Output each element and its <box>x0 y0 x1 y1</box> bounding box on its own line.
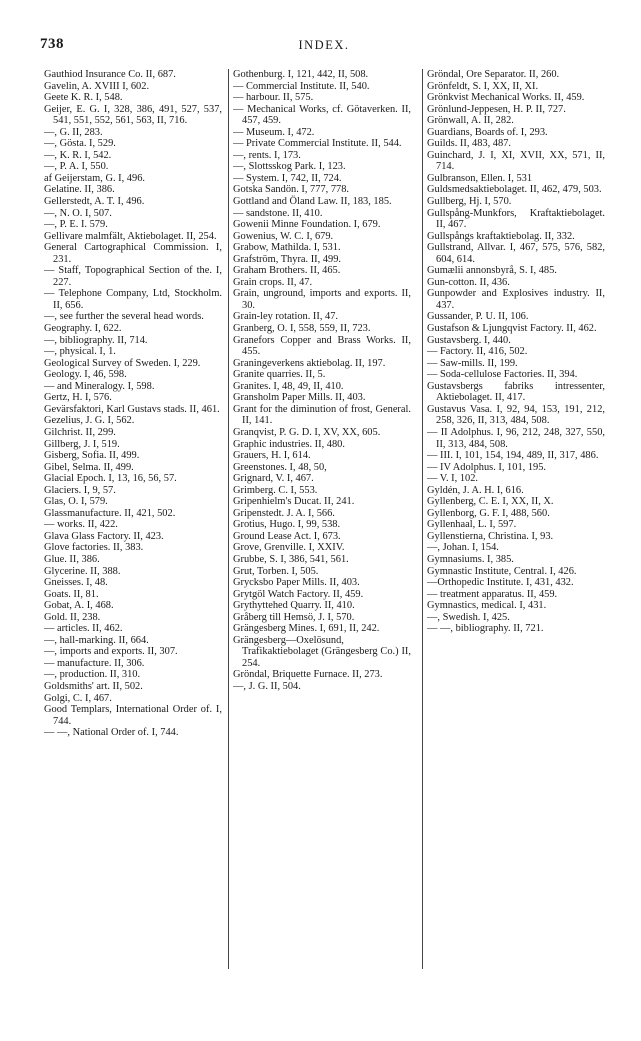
index-entry: Grauers, H. I, 614. <box>233 450 311 462</box>
index-entry: Gymnasiums. I, 385. <box>427 553 514 565</box>
index-entry: Glove factories. II, 383. <box>44 542 144 554</box>
index-column-3 <box>427 69 605 1029</box>
index-entry: — sandstone. II, 410. <box>233 207 323 219</box>
index-entry: Gotska Sandön. I, 777, 778. <box>233 184 350 196</box>
index-entry: Gyllenstierna, Christina. I, 93. <box>427 530 554 542</box>
index-entry: Geijer, E. G. I, 328, 386, 491, 527, 537, 541, 551, 552, 561, 563, II, 716. <box>44 103 222 127</box>
index-entry: Gransholm Paper Mills. II, 403. <box>233 392 366 404</box>
index-entry: —, Gösta. I, 529. <box>44 138 116 150</box>
index-entry: —, P. A. I, 550. <box>44 161 109 173</box>
index-entry: Golgi, C. I, 467. <box>44 692 112 704</box>
index-entry: Grönwall, A. II, 282. <box>427 115 514 127</box>
index-entry: — IV Adolphus. I, 101, 195. <box>427 461 547 473</box>
index-entry: — articles. II, 462. <box>44 623 123 635</box>
index-column-2 <box>233 69 411 1029</box>
index-entry: Grycksbo Paper Mills. II, 403. <box>233 577 360 589</box>
index-entry: Grängesberg Mines. I, 691, II, 242. <box>233 623 380 635</box>
index-entry: — Commercial Institute. II, 540. <box>233 80 370 92</box>
index-entry: Guilds. II, 483, 487. <box>427 138 511 150</box>
index-entry: —, imports and exports. II, 307. <box>44 646 178 658</box>
index-entry: Gumælii annonsbyrå, S. I, 485. <box>427 265 557 277</box>
index-entry: Gowenius, W. C. I, 679. <box>233 230 334 242</box>
index-entry: Grönlund-Jeppesen, H. P. II, 727. <box>427 103 566 115</box>
index-entry: — and Mineralogy. I, 598. <box>44 380 155 392</box>
index-entry: Granqvist, P. G. D. I, XV, XX, 605. <box>233 426 381 438</box>
index-entry: Gråberg till Hemsö, J. I, 570. <box>233 611 355 623</box>
index-entry: Gustavsberg. I, 440. <box>427 334 511 346</box>
index-entry: Gustavsbergs fabriks intressenter, Aktiebolaget. II, 417. <box>427 380 605 404</box>
index-entry: — —, bibliography. II, 721. <box>427 623 544 635</box>
index-entry: Grain, unground, imports and exports. II, 30. <box>233 288 411 311</box>
index-entry: —, physical. I, 1. <box>44 346 116 358</box>
index-entry: Goats. II, 81. <box>44 588 99 600</box>
index-entry: Gobat, A. I, 468. <box>44 600 114 612</box>
index-entry: Gibel, Selma. II, 499. <box>44 461 134 473</box>
index-entry: — works. II, 422. <box>44 519 118 531</box>
index-entry: Gustavus Vasa. I, 92, 94, 153, 191, 212, 258, 326, II, 313, 484, 508. <box>427 403 605 427</box>
index-entry: —, bibliography. II, 714. <box>44 334 148 346</box>
index-entry: Grönkvist Mechanical Works. II, 459. <box>427 92 585 104</box>
index-entry: — harbour. II, 575. <box>233 92 314 104</box>
index-entry: — Museum. I, 472. <box>233 126 315 138</box>
index-entry: Grubbe, S. I, 386, 541, 561. <box>233 553 349 565</box>
index-entry: Gullspångs kraftaktiebolag. II, 332. <box>427 230 575 242</box>
index-entry: Greenstones. I, 48, 50, <box>233 461 327 473</box>
index-entry: Granberg, O. I, 558, 559, II, 723. <box>233 323 371 335</box>
index-entry: Goldsmiths' art. II, 502. <box>44 680 143 692</box>
index-entry: —, hall-marking. II, 664. <box>44 634 149 646</box>
index-entry: Gertz, H. I, 576. <box>44 392 112 404</box>
index-entry: Grabow, Mathilda. I, 531. <box>233 242 341 254</box>
index-entry: Gowenii Minne Foundation. I, 679. <box>233 219 381 231</box>
index-entry: Gullstrand, Allvar. I, 467, 575, 576, 582, 604, 614. <box>427 242 605 265</box>
index-entry: Gulbranson, Ellen. I, 531 <box>427 172 533 184</box>
index-entry: — Telephone Company, Ltd, Stockholm. II, 656. <box>44 288 222 311</box>
index-entry: — Soda-cellulose Factories. II, 394. <box>427 369 578 381</box>
index-entry: Gisberg, Sofia. II, 499. <box>44 450 140 462</box>
index-entry: Granefors Copper and Brass Works. II, 455. <box>233 334 411 358</box>
index-entry: — System. I, 742, II, 724. <box>233 172 342 184</box>
index-column-1 <box>44 69 222 1029</box>
index-entry: Grängesberg—Oxelösund, Trafikaktiebolaget (Grängesberg Co.) II, 254. <box>233 634 411 669</box>
index-entry: Glassmanufacture. II, 421, 502. <box>44 507 176 519</box>
index-entry: Graningeverkens aktiebolag. II, 197. <box>233 357 386 369</box>
index-entry: — —, National Order of. I, 744. <box>44 727 179 739</box>
index-entry: Gullspång-Munkfors, Kraftaktiebolaget. II, 467. <box>427 207 605 231</box>
index-entry: Gripenhielm's Ducat. II, 241. <box>233 496 355 508</box>
index-entry: General Cartographical Commission. I, 231. <box>44 242 222 265</box>
index-entry: Granites. I, 48, 49, II, 410. <box>233 380 344 392</box>
page-number: 738 <box>40 36 64 52</box>
index-entry: Gneisses. I, 48. <box>44 577 108 589</box>
index-entry: —Orthopedic Institute. I, 431, 432. <box>427 577 574 589</box>
index-entry: Gellivare malmfält, Aktiebolaget. II, 254. <box>44 230 217 242</box>
index-entry: Gyllenhaal, L. I, 597. <box>427 519 517 531</box>
index-entry: Gothenburg. I, 121, 442, II, 508. <box>233 69 369 80</box>
index-entry: Gezelius, J. G. I, 562. <box>44 415 135 427</box>
index-entry: —, Slottsskog Park. I, 123. <box>233 161 346 173</box>
index-entry: — Saw-mills. II, 199. <box>427 357 518 369</box>
index-entry: —, N. O. I, 507. <box>44 207 112 219</box>
index-entry: Geological Survey of Sweden. I, 229. <box>44 357 201 369</box>
index-entry: Glacial Epoch. I, 13, 16, 56, 57. <box>44 473 177 485</box>
index-entry: Geography. I, 622. <box>44 323 122 335</box>
index-entry: Gyldén, J. A. H. I, 616. <box>427 484 524 496</box>
index-entry: Gelatine. II, 386. <box>44 184 115 196</box>
index-entry: Graham Brothers. II, 465. <box>233 265 341 277</box>
index-entry: Grain crops. II, 47. <box>233 276 313 288</box>
index-entry: —, see further the several head words. <box>44 311 204 323</box>
index-entry: af Geijerstam, G. I, 496. <box>44 172 145 184</box>
index-entry: — Factory. II, 416, 502. <box>427 346 528 358</box>
index-entry: Gauthiod Insurance Co. II, 687. <box>44 69 176 80</box>
index-entry: —, Swedish. I, 425. <box>427 611 510 623</box>
index-entry: Gottland and Öland Law. II, 183, 185. <box>233 196 392 208</box>
index-entry: —, J. G. II, 504. <box>233 680 301 692</box>
index-entry: Grafström, Thyra. II, 499. <box>233 253 342 265</box>
index-entry: Gunpowder and Explosives industry. II, 437. <box>427 288 605 311</box>
index-entry: Gellerstedt, A. T. I, 496. <box>44 196 145 208</box>
index-entry: —, production. II, 310. <box>44 669 141 681</box>
index-entry: Gymnastics, medical. I, 431. <box>427 600 547 612</box>
index-entry: Gyllenborg, G. F. I, 488, 560. <box>427 507 550 519</box>
index-entry: Gymnastic Institute, Central. I, 426. <box>427 565 577 577</box>
index-entry: Grythyttehed Quarry. II, 410. <box>233 600 355 612</box>
index-entry: Glava Glass Factory. II, 423. <box>44 530 164 542</box>
index-entry: Grönfeldt, S. I, XX, II, XI. <box>427 80 539 92</box>
index-entry: Gussander, P. U. II, 106. <box>427 311 529 323</box>
index-entry: Gyllenberg, C. E. I, XX, II, X. <box>427 496 554 508</box>
index-entry: —, K. R. I, 542. <box>44 149 112 161</box>
index-entry: Gillberg, J. I, 519. <box>44 438 120 450</box>
index-entry: — Mechanical Works, cf. Götaverken. II, 457, 459. <box>233 103 411 127</box>
index-entry: Grant for the diminution of frost, General. II, 141. <box>233 403 411 427</box>
index-entry: Gröndal, Briquette Furnace. II, 273. <box>233 669 383 681</box>
index-entry: Graphic industries. II, 480. <box>233 438 345 450</box>
index-entry: Grimberg. C. I, 553. <box>233 484 318 496</box>
index-entry: Grotius, Hugo. I, 99, 538. <box>233 519 341 531</box>
index-entry: Guldsmedsaktiebolaget. II, 462, 479, 503. <box>427 184 602 196</box>
index-entry: Gavelin, A. XVIII I, 602. <box>44 80 150 92</box>
index-entry: Good Templars, International Order of. I, 744. <box>44 704 222 727</box>
index-entry: Gun-cotton. II, 436. <box>427 276 510 288</box>
index-entry: Geete K. R. I, 548. <box>44 92 123 104</box>
index-entry: Granite quarries. II, 5. <box>233 369 326 381</box>
index-entry: Gilchrist. II, 299. <box>44 426 116 438</box>
index-entry: — II Adolphus. I, 96, 212, 248, 327, 550, II, 313, 484, 508. <box>427 426 605 450</box>
index-entry: Grain-ley rotation. II, 47. <box>233 311 339 323</box>
index-entry: Gustafson & Ljungqvist Factory. II, 462. <box>427 323 597 335</box>
index-entry: —, P. E. I. 579. <box>44 219 108 231</box>
index-entry: — Staff, Topographical Section of the. I, 227. <box>44 265 222 288</box>
index-entry: Ground Lease Act. I, 673. <box>233 530 341 542</box>
index-entry: Gullberg, Hj. I, 570. <box>427 196 512 208</box>
index-columns <box>44 69 614 1029</box>
index-entry: — V. I, 102. <box>427 473 478 485</box>
index-entry: — treatment apparatus. II, 459. <box>427 588 558 600</box>
index-entry: — III. I, 101, 154, 194, 489, II, 317, 486. <box>427 450 599 462</box>
index-entry: Grignard, V. I, 467. <box>233 473 314 485</box>
index-entry: Glas, O. I, 579. <box>44 496 108 508</box>
index-entry: Grut, Torben. I, 505. <box>233 565 319 577</box>
index-entry: — Private Commercial Institute. II, 544. <box>233 138 402 150</box>
index-entry: —, rents. I, 173. <box>233 149 301 161</box>
index-entry: Grove, Grenville. I, XXIV. <box>233 542 345 554</box>
index-entry: Grytgöl Watch Factory. II, 459. <box>233 588 364 600</box>
index-entry: Gröndal, Ore Separator. II, 260. <box>427 69 560 80</box>
index-entry: —, G. II, 283. <box>44 126 103 138</box>
running-head-title: INDEX. <box>298 38 350 52</box>
index-entry: —, Johan. I, 154. <box>427 542 499 554</box>
index-entry: Gripenstedt. J. A. I, 566. <box>233 507 335 519</box>
index-entry: Gold. II, 238. <box>44 611 101 623</box>
page-header <box>40 36 608 56</box>
index-entry: Guinchard, J. I, XI, XVII, XX, 571, II, 714. <box>427 149 605 173</box>
index-entry: Glue. II, 386. <box>44 553 100 565</box>
index-entry: — manufacture. II, 306. <box>44 657 145 669</box>
index-entry: Gevärsfaktori, Karl Gustavs stads. II, 461. <box>44 403 220 415</box>
index-entry: Geology. I, 46, 598. <box>44 369 127 381</box>
index-entry: Glaciers. I, 9, 57. <box>44 484 116 496</box>
index-entry: Glycerine. II, 388. <box>44 565 121 577</box>
index-entry: Guardians, Boards of. I, 293. <box>427 126 548 138</box>
